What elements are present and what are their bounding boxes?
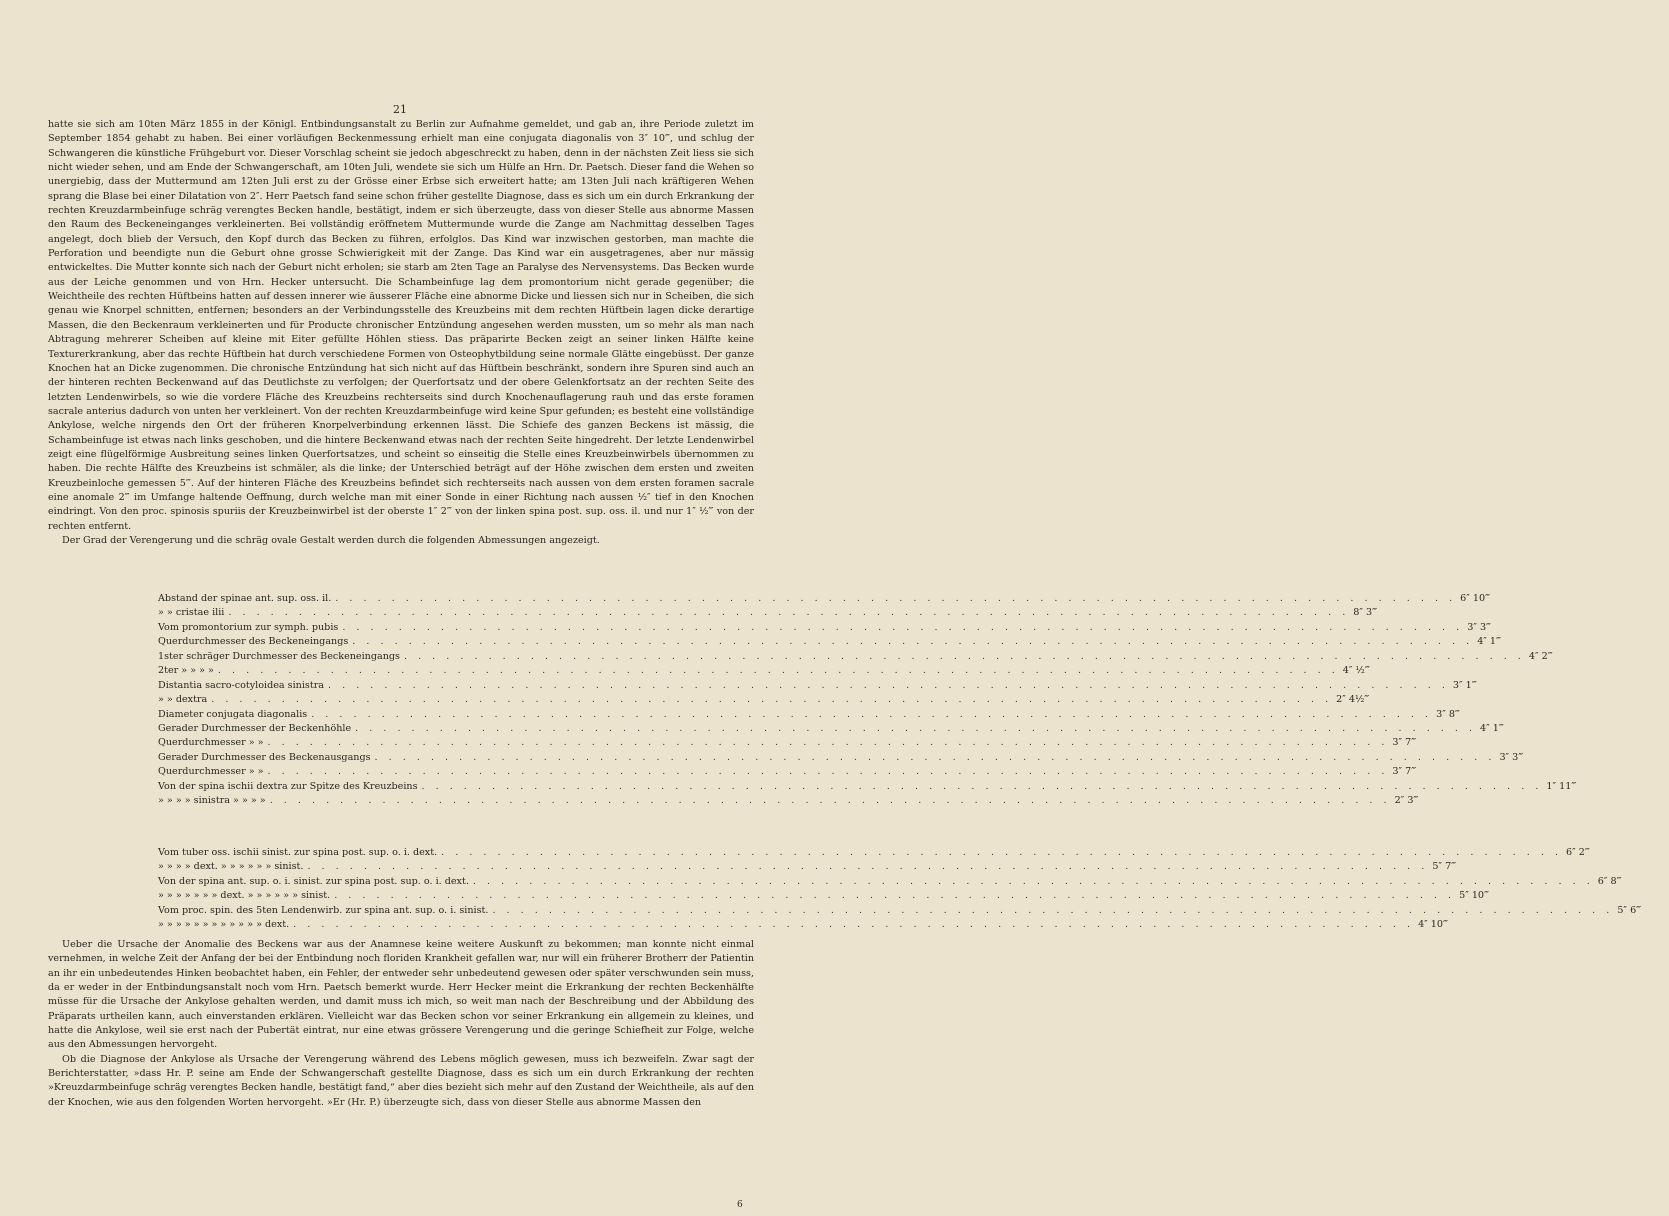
measurement-row <box>158 780 1577 794</box>
measurement-row <box>158 794 1419 808</box>
measurement-value: 4″ 1‴ <box>1480 722 1504 734</box>
dot-leader: . . . . . . . . . . . . . . . . . . . . . . . . . . . . . . . . . . . . . . . . . . . . . . . . . . . . . . . . . . . . . . . . . . . . . . . . . . . . . . . . <box>328 679 1449 691</box>
page-number: 21 <box>393 103 407 116</box>
measurement-value: 4″ 2‴ <box>1528 650 1553 662</box>
dot-leader: . . . . . . . . . . . . . . . . . . . . . . . . . . . . . . . . . . . . . . . . . . . . . . . . . . . . . . . . . . . . . . . . . . . . . . . . . . . . . . . . <box>335 593 1457 604</box>
measurement-label: » » » » sinistra » » » » <box>158 795 266 807</box>
dot-leader: . . . . . . . . . . . . . . . . . . . . . . . . . . . . . . . . . . . . . . . . . . . . . . . . . . . . . . . . . . . . . . . . . . . . . . . . . . . . . . . . <box>211 694 1333 706</box>
dot-leader: . . . . . . . . . . . . . . . . . . . . . . . . . . . . . . . . . . . . . . . . . . . . . . . . . . . . . . . . . . . . . . . . . . . . . . . . . . . . . . . . <box>334 890 1456 902</box>
measurement-label: 1ster schräger Durchmesser des Beckeneingangs <box>158 650 400 662</box>
measurement-row <box>158 918 1448 932</box>
measurement-label: » » » » dext. » » » » » » sinist. <box>158 861 304 873</box>
measurement-row <box>158 904 1642 918</box>
measurement-row <box>158 875 1622 889</box>
measurement-row <box>158 650 1553 664</box>
measurement-row <box>158 860 1457 874</box>
measurement-row <box>158 592 1491 606</box>
measurement-value: 3″ 3‴ <box>1499 751 1524 763</box>
measurement-value: 5″ 10‴ <box>1459 890 1490 902</box>
measurement-label: » » cristae ilii <box>158 607 225 619</box>
measurement-value: 8″ 3‴ <box>1353 607 1378 619</box>
dot-leader: . . . . . . . . . . . . . . . . . . . . . . . . . . . . . . . . . . . . . . . . . . . . . . . . . . . . . . . . . . . . . . . . . . . . . . . . . . . . . . . . <box>307 861 1429 873</box>
dot-leader: . . . . . . . . . . . . . . . . . . . . . . . . . . . . . . . . . . . . . . . . . . . . . . . . . . . . . . . . . . . . . . . . . . . . . . . . . . . . . . . . <box>293 919 1415 931</box>
measurement-value: 3″ 8‴ <box>1436 708 1460 720</box>
measurement-label: Querdurchmesser » » <box>158 766 264 778</box>
measurement-label: Vom proc. spin. des 5ten Lendenwirb. zur spina ant. sup. o. i. sinist. <box>158 904 489 916</box>
measurement-value: 4″ 1‴ <box>1477 636 1502 648</box>
dot-leader: . . . . . . . . . . . . . . . . . . . . . . . . . . . . . . . . . . . . . . . . . . . . . . . . . . . . . . . . . . . . . . . . . . . . . . . . . . . . . . . . <box>228 607 1350 619</box>
dot-leader: . . . . . . . . . . . . . . . . . . . . . . . . . . . . . . . . . . . . . . . . . . . . . . . . . . . . . . . . . . . . . . . . . . . . . . . . . . . . . . . . <box>441 847 1563 858</box>
measurement-row <box>158 846 1590 860</box>
dot-leader: . . . . . . . . . . . . . . . . . . . . . . . . . . . . . . . . . . . . . . . . . . . . . . . . . . . . . . . . . . . . . . . . . . . . . . . . . . . . . . . . <box>217 665 1339 677</box>
measurement-value: 6″ 8‴ <box>1597 875 1622 887</box>
dot-leader: . . . . . . . . . . . . . . . . . . . . . . . . . . . . . . . . . . . . . . . . . . . . . . . . . . . . . . . . . . . . . . . . . . . . . . . . . . . . . . . . <box>421 780 1543 792</box>
measurement-table-1 <box>158 592 1577 809</box>
dot-leader: . . . . . . . . . . . . . . . . . . . . . . . . . . . . . . . . . . . . . . . . . . . . . . . . . . . . . . . . . . . . . . . . . . . . . . . . . . . . . . . . <box>342 621 1464 633</box>
signature-mark: 6 <box>737 1200 743 1210</box>
measurement-value: 5″ 7‴ <box>1432 861 1457 873</box>
paragraph-measurements-intro: Der Grad der Verengerung und die schräg ovale Gestalt werden durch die folgenden Abmessungen angezeigt. <box>62 534 600 546</box>
dot-leader: . . . . . . . . . . . . . . . . . . . . . . . . . . . . . . . . . . . . . . . . . . . . . . . . . . . . . . . . . . . . . . . . . . . . . . . . . . . . . . . . <box>352 636 1474 648</box>
measurement-row <box>158 664 1370 678</box>
measurement-row <box>158 765 1417 779</box>
measurement-value: 4″ 10‴ <box>1418 919 1448 931</box>
measurement-value: 3″ 7‴ <box>1392 737 1417 749</box>
measurement-value: 2″ 4½‴ <box>1336 694 1370 706</box>
text-block-bottom <box>48 938 754 1110</box>
measurement-label: Vom tuber oss. ischii sinist. zur spina post. sup. o. i. dext. <box>158 847 438 858</box>
measurement-value: 1″ 11‴ <box>1546 780 1577 792</box>
measurement-row <box>158 722 1504 736</box>
dot-leader: . . . . . . . . . . . . . . . . . . . . . . . . . . . . . . . . . . . . . . . . . . . . . . . . . . . . . . . . . . . . . . . . . . . . . . . . . . . . . . . . <box>492 904 1614 916</box>
dot-leader: . . . . . . . . . . . . . . . . . . . . . . . . . . . . . . . . . . . . . . . . . . . . . . . . . . . . . . . . . . . . . . . . . . . . . . . . . . . . . . . . <box>472 875 1594 887</box>
dot-leader: . . . . . . . . . . . . . . . . . . . . . . . . . . . . . . . . . . . . . . . . . . . . . . . . . . . . . . . . . . . . . . . . . . . . . . . . . . . . . . . . <box>267 737 1389 749</box>
measurement-label: Von der spina ischii dextra zur Spitze des Kreuzbeins <box>158 780 418 792</box>
measurement-label: Vom promontorium zur symph. pubis <box>158 621 339 633</box>
dot-leader: . . . . . . . . . . . . . . . . . . . . . . . . . . . . . . . . . . . . . . . . . . . . . . . . . . . . . . . . . . . . . . . . . . . . . . . . . . . . . . . . <box>311 708 1433 720</box>
measurement-label: » » dextra <box>158 694 208 706</box>
measurement-label: Gerader Durchmesser des Beckenausgangs <box>158 751 371 763</box>
measurement-row <box>158 736 1417 750</box>
measurement-row <box>158 693 1370 707</box>
measurement-label: Querdurchmesser » » <box>158 737 264 749</box>
measurement-row <box>158 621 1492 635</box>
measurement-row <box>158 889 1490 903</box>
measurement-value: 6″ 2‴ <box>1566 847 1590 858</box>
measurement-row <box>158 751 1524 765</box>
paragraph-case-history: hatte sie sich am 10ten März 1855 in der Königl. Entbindungsanstalt zu Berlin zur Aufnahme gemeldet, und gab an, ihre Periode zuletzt im September 1854 gehabt zu haben. Bei einer vorläufigen Beckenmessung erhielt man eine conjugata diagonalis von 3″ 10‴, und schlug der Schwangeren die künstliche Frühgeburt vor. Dieser Vorschlag scheint sie jedoch abgeschreckt zu haben, denn in der nächsten Zeit liess sie sich nicht wieder sehen, und am Ende der Schwangerschaft, am 10ten Juli, wendete sie sich um Hülfe an Hrn. Dr. Paetsch. Dieser fand die Wehen so unergiebig, dass der Muttermund am 12ten Juli erst zu der Grösse einer Erbse sich erweitert hatte; am 13ten Juli nach kräftigeren Wehen sprang die Blase bei einer Dilatation von 2″. Herr Paetsch fand seine schon früher gestellte Diagnose, dass es sich um ein durch Erkrankung der rechten Kreuzdarmbeinfuge schräg verengtes Becken handle, bestätigt, indem er sich überzeugte, dass von dieser Stelle aus abnorme Massen den Raum des Beckeneinganges verkleinerten. Bei vollständig eröffnetem Muttermunde wurde die Zange am Nachmittag desselben Tages angelegt, doch blieb der Versuch, den Kopf durch das Becken zu führen, erfolglos. Das Kind war inzwischen gestorben, man machte die Perforation und beendigte nun die Geburt ohne grosse Schwierigkeit mit der Zange. Das Kind war ein ausgetragenes, aber nur mässig entwickeltes. Die Mutter konnte sich nach der Geburt nicht erholen; sie starb am 2ten Tage an Paralyse des Nervensystems. Das Becken wurde aus der Leiche genommen und von Hrn. Hecker untersucht. Die Schambeinfuge lag dem promontorium nicht gerade gegenüber; die Weichtheile des rechten Hüftbeins hatten auf dessen innerer wie äusserer Fläche eine abnorme Dicke und liessen sich nur in Scheiben, die sich genau wie Knorpel schnitten, entfernen; besonders an der Verbindungsstelle des Kreuzbeins mit dem rechten Hüftbein lagen dicke derartige Massen, die den Beckenraum verkleinerten und für Producte chronischer Entzündung angesehen werden mussten, um so mehr als man nach Abtragung mehrerer Scheiben auf kleine mit Eiter gefüllte Höhlen stiess. Das präparirte Becken zeigt an seiner linken Hälfte keine Texturerkrankung, aber das rechte Hüftbein hat durch verschiedene Formen von Osteophytbildung seine normale Glätte eingebüsst. Der ganze Knochen hat an Dicke zugenommen. Die chronische Entzündung hat sich nicht auf das Hüftbein beschränkt, sondern ihre Spuren sind auch an der hinteren rechten Beckenwand auf das Deutlichste zu verfolgen; der Querfortsatz und der obere Gelenkfortsatz an der rechten Seite des letzten Lendenwirbels, so wie die vordere Fläche des Kreuzbeins rechterseits sind durch Knochenauflagerung rauh und das erste foramen sacrale anterius dadurch von unten her verkleinert. Von der rechten Kreuzdarmbeinfuge wird keine Spur gefunden; es besteht eine vollständige Ankylose, welche nirgends den Ort der früheren Knorpelverbindung erkennen lässt. Die Schiefe des ganzen Beckens ist mässig, die Schambeinfuge ist etwas nach links geschoben, und die hintere Beckenwand etwas nach der rechten Seite hingedreht. Der letzte Lendenwirbel zeigt eine flügelförmige Ausbreitung seines linken Querfortsatzes, und scheint so einseitig die Stelle eines Kreuzbeinwirbels übernommen zu haben. Die rechte Hälfte des Kreuzbeins ist schmäler, als die linke; der Unterschied beträgt auf der Höhe zwischen dem ersten und zweiten Kreuzbeinloche gemessen 5‴. Auf der hinteren Fläche des Kreuzbeins befindet sich rechterseits nach aussen von dem ersten foramen sacrale eine anomale 2‴ im Umfange haltende Oeffnung, durch welche man mit einer Sonde in einer Richtung nach aussen ½″ tief in den Knochen eindringt. Von den proc. spinosis spuriis der Kreuzbeinwirbel ist der oberste 1″ 2‴ von der linken spina post. sup. oss. il. und nur 1″ ½‴ von der rechten entfernt. <box>48 119 754 532</box>
measurement-label: Distantia sacro-cotyloidea sinistra <box>158 679 324 691</box>
measurement-row <box>158 679 1477 693</box>
dot-leader: . . . . . . . . . . . . . . . . . . . . . . . . . . . . . . . . . . . . . . . . . . . . . . . . . . . . . . . . . . . . . . . . . . . . . . . . . . . . . . . . <box>355 722 1477 734</box>
measurement-table-2 <box>158 846 1642 933</box>
text-block-top <box>48 118 754 548</box>
measurement-row <box>158 635 1502 649</box>
measurement-label: Von der spina ant. sup. o. i. sinist. zur spina post. sup. o. i. dext. <box>158 875 469 887</box>
measurement-row <box>158 606 1378 620</box>
measurement-value: 4″ ½‴ <box>1342 665 1370 677</box>
measurement-label: » » » » » » » » » » » » dext. <box>158 919 290 931</box>
measurement-label: 2ter » » » » <box>158 665 214 677</box>
measurement-value: 3″ 7‴ <box>1392 766 1417 778</box>
measurement-label: Diameter conjugata diagonalis <box>158 708 308 720</box>
dot-leader: . . . . . . . . . . . . . . . . . . . . . . . . . . . . . . . . . . . . . . . . . . . . . . . . . . . . . . . . . . . . . . . . . . . . . . . . . . . . . . . . <box>267 766 1389 778</box>
measurement-row <box>158 708 1460 722</box>
dot-leader: . . . . . . . . . . . . . . . . . . . . . . . . . . . . . . . . . . . . . . . . . . . . . . . . . . . . . . . . . . . . . . . . . . . . . . . . . . . . . . . . <box>269 795 1391 807</box>
dot-leader: . . . . . . . . . . . . . . . . . . . . . . . . . . . . . . . . . . . . . . . . . . . . . . . . . . . . . . . . . . . . . . . . . . . . . . . . . . . . . . . . <box>403 650 1525 662</box>
dot-leader: . . . . . . . . . . . . . . . . . . . . . . . . . . . . . . . . . . . . . . . . . . . . . . . . . . . . . . . . . . . . . . . . . . . . . . . . . . . . . . . . <box>374 751 1496 763</box>
paragraph-diagnosis: Ob die Diagnose der Ankylose als Ursache der Verengerung während des Lebens möglich gewesen, muss ich bezweifeln. Zwar sagt der Berichterstatter, »dass Hr. P. seine am Ende der Schwangerschaft gestellte Diagnose, dass es sich um ein durch Erkrankung der rechten »Kreuzdarmbeinfuge schräg verengtes Becken handle, bestätigt fand,“ aber dies bezieht sich mehr auf den Zustand der Weichtheile, als auf den der Knochen, wie aus den folgenden Worten hervorgeht. »Er (Hr. P.) überzeugte sich, dass von dieser Stelle aus abnorme Massen den <box>48 1053 754 1108</box>
measurement-label: » » » » » » » dext. » » » » » » sinist. <box>158 890 331 902</box>
paragraph-anomaly-cause: Ueber die Ursache der Anomalie des Beckens war aus der Anamnese keine weitere Auskunft zu bekommen; man konnte nicht einmal vernehmen, in welche Zeit der Anfang der bei der Entbindung noch floriden Krankheit gefallen war, nur will ein früherer Brotherr der Patientin an ihr ein unbedeutendes Hinken beobachtet haben, ein Fehler, der entweder sehr unbedeutend gewesen oder später verschwunden sein muss, da er weder in der Entbindungsanstalt noch vom Hrn. Paetsch bemerkt wurde. Herr Hecker meint die Erkrankung der rechten Beckenhälfte müsse für die Ursache der Ankylose gehalten werden, und damit muss ich mich, so weit man nach der Beschreibung und der Abbildung des Präparats urtheilen kann, auch einverstanden erklären. Vielleicht war das Becken schon vor seiner Erkrankung ein allgemein zu kleines, und hatte die Ankylose, weil sie erst nach der Pubertät eintrat, nur eine etwas grössere Verengerung und die geringe Schiefheit zur Folge, welche aus den Abmessungen hervorgeht. <box>48 939 754 1051</box>
measurement-value: 3″ 1‴ <box>1452 679 1477 691</box>
measurement-label: Querdurchmesser des Beckeneingangs <box>158 636 349 648</box>
measurement-label: Gerader Durchmesser der Beckenhöhle <box>158 722 352 734</box>
measurement-value: 3″ 3‴ <box>1467 621 1492 633</box>
measurement-value: 5″ 6‴ <box>1617 904 1642 916</box>
measurement-value: 6″ 10‴ <box>1460 593 1491 604</box>
measurement-value: 2″ 3‴ <box>1394 795 1419 807</box>
measurement-label: Abstand der spinae ant. sup. oss. il. <box>158 593 332 604</box>
